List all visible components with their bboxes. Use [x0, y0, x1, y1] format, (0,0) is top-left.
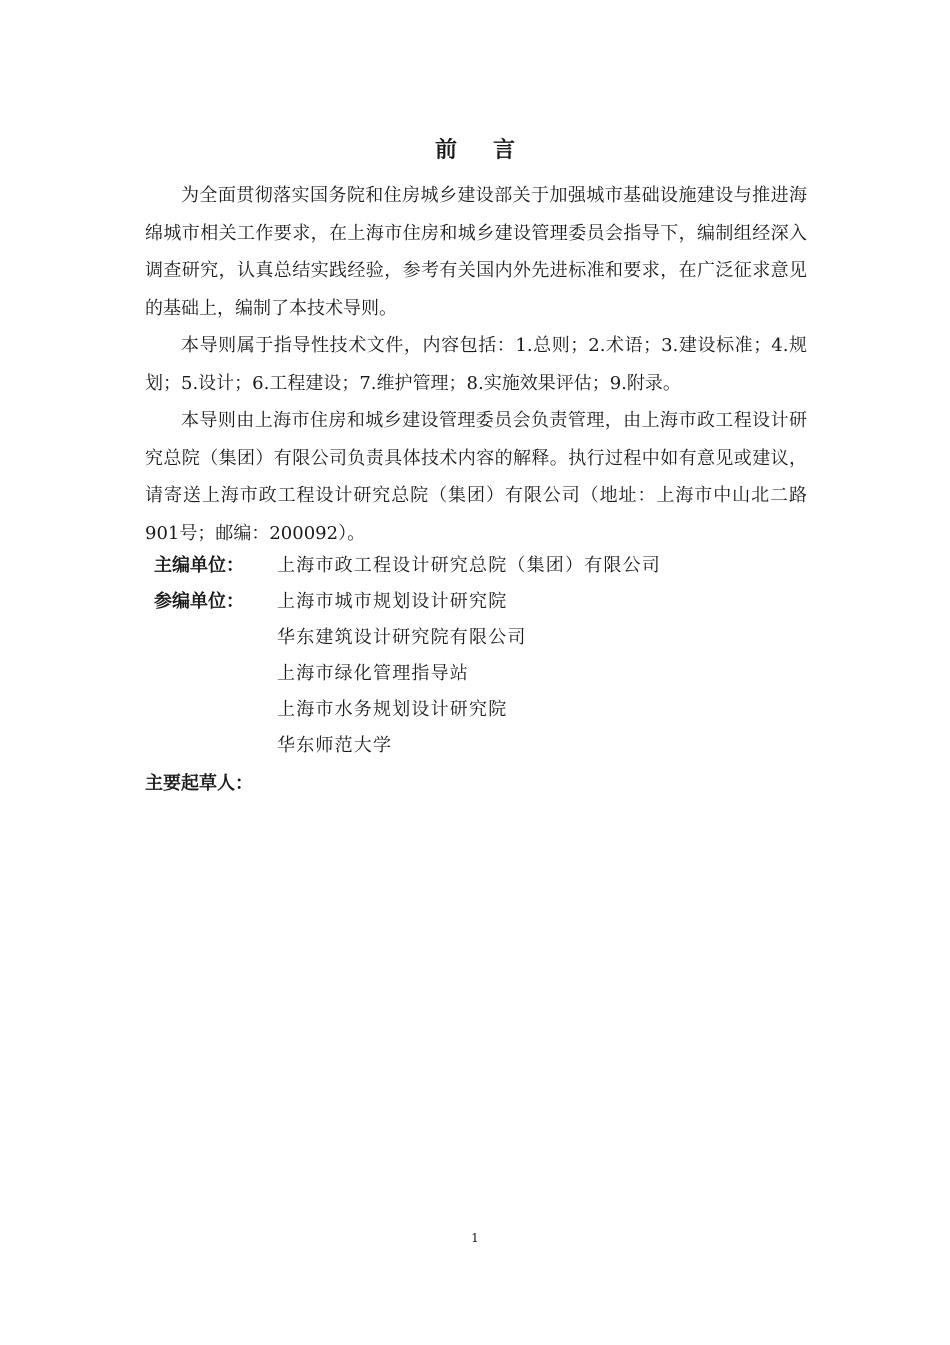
participant-unit: 上海市城市规划设计研究院 — [277, 591, 508, 612]
participants-label: 参编单位： — [154, 591, 244, 612]
page-number: 1 — [471, 1231, 479, 1245]
participant-row — [145, 692, 807, 728]
participant-row — [145, 584, 807, 620]
preface-paragraph-1: 为全面贯彻落实国务院和住房城乡建设部关于加强城市基础设施建设与推进海绵城市相关工作要求，在上海市住房和城乡建设管理委员会指导下，编制组经深入调查研究，认真总结实践经验，参考有关国内外先进标准和要求，在广泛征求意见的基础上，编制了本技术导则。 — [145, 185, 807, 319]
participant-row — [145, 656, 807, 692]
chief-editor-value: 上海市政工程设计研究总院（集团）有限公司 — [277, 555, 661, 576]
preface-paragraph-3: 本导则由上海市住房和城乡建设管理委员会负责管理，由上海市政工程设计研究总院（集团）有限公司负责具体技术内容的解释。执行过程中如有意见或建议，请寄送上海市政工程设计研究总院（集团）有限公司（地址：上海市中山北二路901号；邮编：200092）。 — [145, 410, 807, 544]
editing-units — [145, 548, 807, 764]
participant-unit: 上海市水务规划设计研究院 — [277, 699, 508, 720]
participant-row — [145, 728, 807, 764]
chief-editor-row — [145, 548, 807, 584]
page-title: 前言 — [434, 137, 551, 163]
preface-paragraph-2: 本导则属于指导性技术文件，内容包括：1.总则；2.术语；3.建设标准；4.规划；5.设计；6.工程建设；7.维护管理；8.实施效果评估；9.附录。 — [145, 335, 807, 394]
participant-row — [145, 620, 807, 656]
participant-unit: 上海市绿化管理指导站 — [277, 663, 469, 684]
participant-unit: 华东建筑设计研究院有限公司 — [277, 627, 527, 648]
participant-unit: 华东师范大学 — [277, 735, 393, 756]
preface-body — [145, 177, 807, 552]
chief-editor-label: 主编单位： — [154, 555, 244, 576]
main-drafters-label: 主要起草人： — [145, 773, 253, 794]
